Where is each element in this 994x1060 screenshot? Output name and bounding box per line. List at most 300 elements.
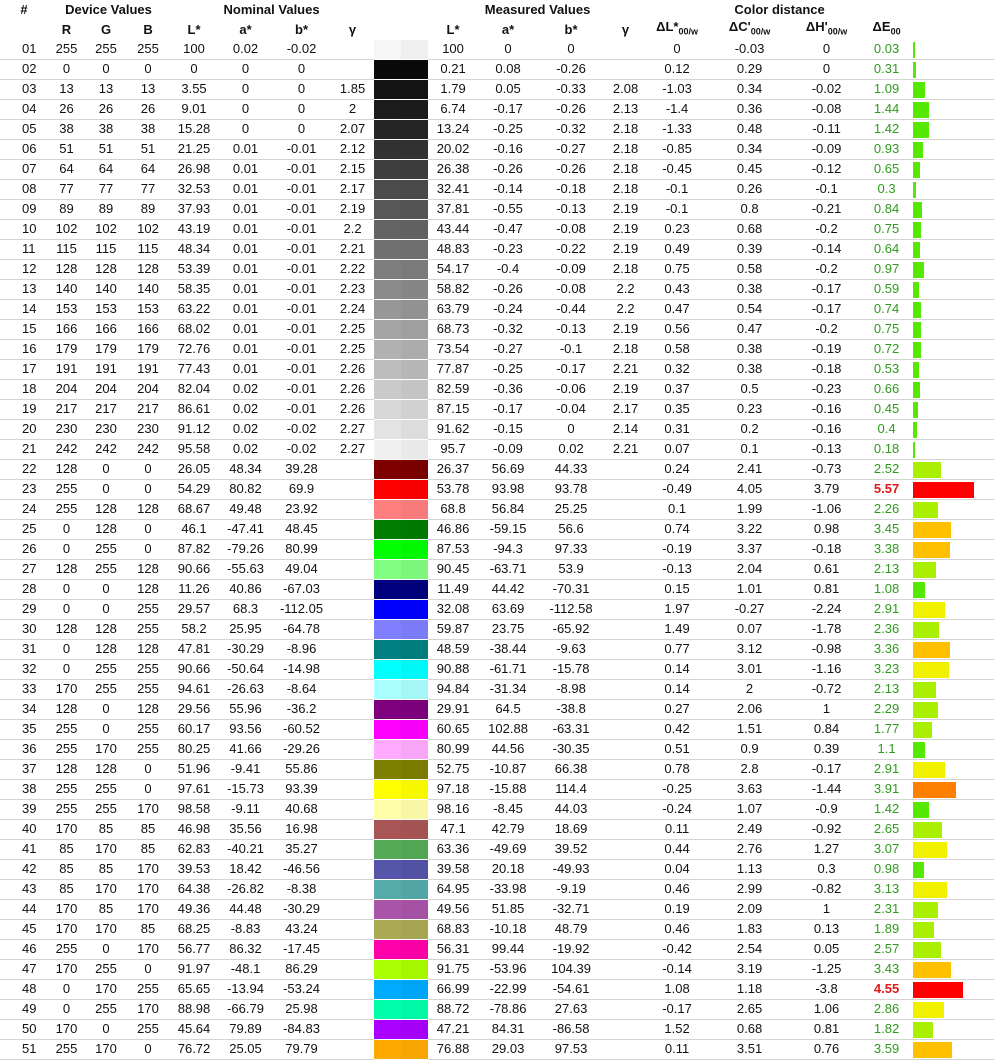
nominal-l: 60.17 [169,719,219,739]
delta-h: -0.08 [792,99,861,119]
delta-e-bar [912,699,994,719]
delta-e-bar-fill [913,822,942,838]
device-r: 128 [48,759,85,779]
delta-e-bar [912,179,994,199]
nominal-b: -0.01 [272,299,331,319]
device-g: 13 [85,79,127,99]
delta-h: -0.14 [792,239,861,259]
delta-h: -1.16 [792,659,861,679]
delta-e: 3.07 [861,839,912,859]
delta-e-bar [912,279,994,299]
measured-l: 11.49 [428,579,478,599]
nominal-l: 46.1 [169,519,219,539]
delta-h: -3.8 [792,979,861,999]
measured-a: -0.47 [478,219,538,239]
nominal-l: 0 [169,59,219,79]
delta-c: 0.58 [707,259,792,279]
delta-c: 0.5 [707,379,792,399]
table-row [0,439,994,459]
table-row [0,239,994,259]
delta-h: 0.39 [792,739,861,759]
color-swatch [374,819,428,839]
device-b: 128 [127,579,169,599]
measured-l: 97.18 [428,779,478,799]
nominal-a: 0.01 [219,299,272,319]
row-index: 28 [0,579,48,599]
delta-c: 0.39 [707,239,792,259]
measured-b: -0.26 [538,159,604,179]
device-r: 0 [48,539,85,559]
device-g: 128 [85,639,127,659]
measured-b: 0.02 [538,439,604,459]
delta-h: 0.81 [792,579,861,599]
device-g: 170 [85,1039,127,1059]
measured-gamma: 2.08 [604,79,647,99]
table-row [0,1039,994,1059]
measured-b: -8.98 [538,679,604,699]
measured-a: -8.45 [478,799,538,819]
nominal-a: 18.42 [219,859,272,879]
table-row [0,519,994,539]
delta-h: -1.78 [792,619,861,639]
measured-gamma [604,499,647,519]
delta-h: 0 [792,59,861,79]
nominal-l: 26.05 [169,459,219,479]
measured-a: 102.88 [478,719,538,739]
measured-b: 27.63 [538,999,604,1019]
delta-c: 0.8 [707,199,792,219]
delta-h: -0.17 [792,279,861,299]
delta-e: 1.42 [861,119,912,139]
nominal-l: 72.76 [169,339,219,359]
measured-a: 56.84 [478,499,538,519]
measured-l: 47.1 [428,819,478,839]
measured-l: 68.83 [428,919,478,939]
device-b: 191 [127,359,169,379]
delta-e-bar-fill [913,722,932,738]
nominal-a: 0.01 [219,199,272,219]
measured-a: -0.25 [478,119,538,139]
measured-gamma [604,479,647,499]
measured-a: -59.15 [478,519,538,539]
delta-e-bar-fill [913,382,920,398]
nominal-a: 86.32 [219,939,272,959]
delta-c: -0.27 [707,599,792,619]
nominal-gamma: 2.26 [331,379,374,399]
delta-c: 1.18 [707,979,792,999]
delta-l: 1.52 [647,1019,707,1039]
delta-e: 3.23 [861,659,912,679]
delta-e-bar-fill [913,862,924,878]
delta-l: 0 [647,40,707,60]
nominal-gamma [331,59,374,79]
col-nominal-l-header: L* [187,21,201,37]
measured-gamma [604,59,647,79]
measured-gamma: 2.19 [604,379,647,399]
delta-c: 2.54 [707,939,792,959]
measured-a: 51.85 [478,899,538,919]
measured-l: 56.31 [428,939,478,959]
device-g: 0 [85,1019,127,1039]
delta-c: 0.2 [707,419,792,439]
delta-l: -0.42 [647,939,707,959]
measured-a: -0.16 [478,139,538,159]
measured-b: -0.13 [538,199,604,219]
row-index: 36 [0,739,48,759]
measured-b: -9.19 [538,879,604,899]
delta-c: 0.47 [707,319,792,339]
delta-e: 1.08 [861,579,912,599]
measured-b: -0.18 [538,179,604,199]
nominal-a: -9.11 [219,799,272,819]
row-index: 25 [0,519,48,539]
device-g: 0 [85,479,127,499]
nominal-l: 29.57 [169,599,219,619]
device-g: 217 [85,399,127,419]
row-index: 24 [0,499,48,519]
device-b: 0 [127,479,169,499]
nominal-b: -29.26 [272,739,331,759]
device-b: 242 [127,439,169,459]
delta-c: 3.37 [707,539,792,559]
measured-a: -0.24 [478,299,538,319]
row-index: 10 [0,219,48,239]
delta-e: 1.09 [861,79,912,99]
table-row [0,619,994,639]
device-g: 85 [85,859,127,879]
row-index: 44 [0,899,48,919]
row-index: 13 [0,279,48,299]
device-b: 255 [127,1019,169,1039]
delta-e-bar-fill [913,882,947,898]
delta-e: 0.59 [861,279,912,299]
delta-e: 0.75 [861,219,912,239]
delta-h: 1.06 [792,999,861,1019]
delta-e-bar [912,459,994,479]
delta-e-bar-fill [913,842,947,858]
delta-e-bar [912,919,994,939]
nominal-gamma: 2.07 [331,119,374,139]
delta-e-bar [912,99,994,119]
delta-h: -1.44 [792,779,861,799]
color-swatch [374,339,428,359]
delta-l: 0.1 [647,499,707,519]
delta-h: -0.19 [792,339,861,359]
delta-e-bar [912,899,994,919]
color-swatch [374,379,428,399]
measured-a: 84.31 [478,1019,538,1039]
row-index: 22 [0,459,48,479]
measured-gamma [604,679,647,699]
color-swatch [374,439,428,459]
delta-e-bar-fill [913,102,929,118]
device-g: 255 [85,659,127,679]
delta-l: 0.23 [647,219,707,239]
delta-e-bar [912,539,994,559]
measured-l: 63.79 [428,299,478,319]
nominal-b: 49.04 [272,559,331,579]
device-r: 255 [48,499,85,519]
nominal-b: 0 [272,59,331,79]
delta-e-bar-fill [913,622,939,638]
table-row [0,259,994,279]
nominal-a: 0.01 [219,219,272,239]
col-nominal-gamma-header: γ [348,21,357,37]
nominal-gamma [331,679,374,699]
nominal-l: 87.82 [169,539,219,559]
nominal-a: -9.41 [219,759,272,779]
table-row [0,939,994,959]
table-row [0,719,994,739]
delta-h: -0.1 [792,179,861,199]
color-swatch [374,40,428,60]
nominal-a: 48.34 [219,459,272,479]
measured-gamma: 2.18 [604,259,647,279]
delta-l: 0.04 [647,859,707,879]
nominal-a: -26.82 [219,879,272,899]
measured-l: 49.56 [428,899,478,919]
device-r: 0 [48,979,85,999]
device-g: 0 [85,459,127,479]
nominal-l: 56.77 [169,939,219,959]
nominal-a: 25.95 [219,619,272,639]
delta-c: 0.1 [707,439,792,459]
measured-l: 98.16 [428,799,478,819]
delta-c: 2.8 [707,759,792,779]
nominal-a: 68.3 [219,599,272,619]
nominal-l: 51.96 [169,759,219,779]
nominal-gamma [331,699,374,719]
delta-c: 2.06 [707,699,792,719]
color-swatch [374,539,428,559]
row-index: 21 [0,439,48,459]
measured-b: -0.17 [538,359,604,379]
row-index: 07 [0,159,48,179]
device-b: 255 [127,40,169,60]
nominal-l: 3.55 [169,79,219,99]
delta-e-bar-fill [913,802,929,818]
nominal-b: -0.01 [272,399,331,419]
measured-b: -54.61 [538,979,604,999]
nominal-l: 62.83 [169,839,219,859]
device-b: 170 [127,999,169,1019]
nominal-b: -112.05 [272,599,331,619]
nominal-a: -26.63 [219,679,272,699]
device-g: 255 [85,559,127,579]
delta-l: -0.1 [647,199,707,219]
delta-e-bar-fill [913,1002,944,1018]
delta-h: -0.98 [792,639,861,659]
measured-l: 91.75 [428,959,478,979]
device-r: 51 [48,139,85,159]
delta-h: 0.76 [792,1039,861,1059]
table-row [0,579,994,599]
table-row [0,199,994,219]
nominal-a: 0.01 [219,159,272,179]
device-r: 255 [48,779,85,799]
nominal-a: 35.56 [219,819,272,839]
delta-e: 2.13 [861,559,912,579]
color-swatch [374,899,428,919]
device-r: 179 [48,339,85,359]
delta-e: 0.18 [861,439,912,459]
nominal-gamma: 2.12 [331,139,374,159]
measured-a: -78.86 [478,999,538,1019]
measured-l: 26.38 [428,159,478,179]
nominal-a: -66.79 [219,999,272,1019]
device-b: 179 [127,339,169,359]
device-r: 170 [48,679,85,699]
delta-e: 0.65 [861,159,912,179]
color-swatch [374,959,428,979]
nominal-gamma [331,939,374,959]
measured-b: -0.06 [538,379,604,399]
delta-c: 2.99 [707,879,792,899]
delta-h: 0.84 [792,719,861,739]
measured-b: 114.4 [538,779,604,799]
table-row [0,859,994,879]
measured-b: 97.53 [538,1039,604,1059]
row-index: 02 [0,59,48,79]
device-r: 170 [48,899,85,919]
delta-e-bar [912,859,994,879]
delta-e: 1.1 [861,739,912,759]
delta-h: -1.25 [792,959,861,979]
nominal-l: 68.25 [169,919,219,939]
row-index: 48 [0,979,48,999]
nominal-a: 41.66 [219,739,272,759]
table-row [0,559,994,579]
measured-gamma [604,859,647,879]
delta-c: 0.38 [707,359,792,379]
row-index: 33 [0,679,48,699]
delta-h: -0.13 [792,439,861,459]
device-b: 217 [127,399,169,419]
measured-b: 93.78 [538,479,604,499]
delta-e-bar [912,579,994,599]
measured-l: 90.45 [428,559,478,579]
nominal-b: -30.29 [272,899,331,919]
row-index: 11 [0,239,48,259]
measured-l: 6.74 [428,99,478,119]
delta-e-bar [912,259,994,279]
delta-e-bar-fill [913,702,938,718]
delta-e-bar [912,379,994,399]
delta-l: 0.56 [647,319,707,339]
device-g: 128 [85,759,127,779]
col-nominal-b-header: b* [295,21,309,37]
delta-e-bar-fill [913,62,916,78]
color-swatch [374,919,428,939]
delta-c: 0.26 [707,179,792,199]
delta-l: -0.19 [647,539,707,559]
device-r: 89 [48,199,85,219]
nominal-a: 80.82 [219,479,272,499]
delta-e-bar [912,679,994,699]
measured-a: -0.15 [478,419,538,439]
delta-e: 2.57 [861,939,912,959]
delta-c: 2.65 [707,999,792,1019]
nominal-a: 93.56 [219,719,272,739]
row-index: 04 [0,99,48,119]
table-row [0,119,994,139]
col-nominal-a-header: a* [239,21,252,37]
measured-gamma: 2.14 [604,419,647,439]
delta-h: -0.12 [792,159,861,179]
nominal-a: 0.01 [219,179,272,199]
color-swatch [374,1019,428,1039]
delta-l: 0.15 [647,579,707,599]
measured-gamma [604,639,647,659]
delta-h: -0.17 [792,299,861,319]
device-g: 255 [85,539,127,559]
nominal-gamma [331,839,374,859]
device-b: 38 [127,119,169,139]
delta-e: 2.31 [861,899,912,919]
device-g: 204 [85,379,127,399]
measured-b: 66.38 [538,759,604,779]
measured-a: -0.32 [478,319,538,339]
device-g: 255 [85,679,127,699]
color-swatch [374,499,428,519]
delta-e: 2.86 [861,999,912,1019]
device-g: 115 [85,239,127,259]
delta-e-bar-fill [913,642,950,658]
delta-e-bar-fill [913,342,921,358]
delta-h: -0.16 [792,419,861,439]
measured-gamma [604,959,647,979]
measured-b: 0 [538,419,604,439]
nominal-b: -8.96 [272,639,331,659]
measured-a: -22.99 [478,979,538,999]
device-r: 77 [48,179,85,199]
device-g: 191 [85,359,127,379]
nominal-a: 79.89 [219,1019,272,1039]
delta-l: 0.19 [647,899,707,919]
device-g: 38 [85,119,127,139]
delta-e-bar [912,799,994,819]
measured-a: -94.3 [478,539,538,559]
delta-e: 1.89 [861,919,912,939]
measured-a: -33.98 [478,879,538,899]
nominal-gamma [331,539,374,559]
delta-c: 2.41 [707,459,792,479]
delta-e-bar [912,139,994,159]
color-swatch [374,859,428,879]
delta-e-bar-fill [913,742,925,758]
table-row [0,79,994,99]
delta-e-bar-fill [913,462,941,478]
table-row [0,899,994,919]
nominal-b: -0.01 [272,379,331,399]
delta-e-bar-fill [913,402,918,418]
delta-e-bar-fill [913,562,936,578]
nominal-l: 39.53 [169,859,219,879]
row-index: 05 [0,119,48,139]
table-row [0,819,994,839]
measured-l: 91.62 [428,419,478,439]
device-r: 64 [48,159,85,179]
nominal-b: 79.79 [272,1039,331,1059]
nominal-a: -8.83 [219,919,272,939]
delta-h: 0.13 [792,919,861,939]
measured-l: 90.88 [428,659,478,679]
nominal-gamma [331,1019,374,1039]
nominal-gamma [331,459,374,479]
device-g: 230 [85,419,127,439]
delta-c: 1.13 [707,859,792,879]
device-b: 255 [127,599,169,619]
